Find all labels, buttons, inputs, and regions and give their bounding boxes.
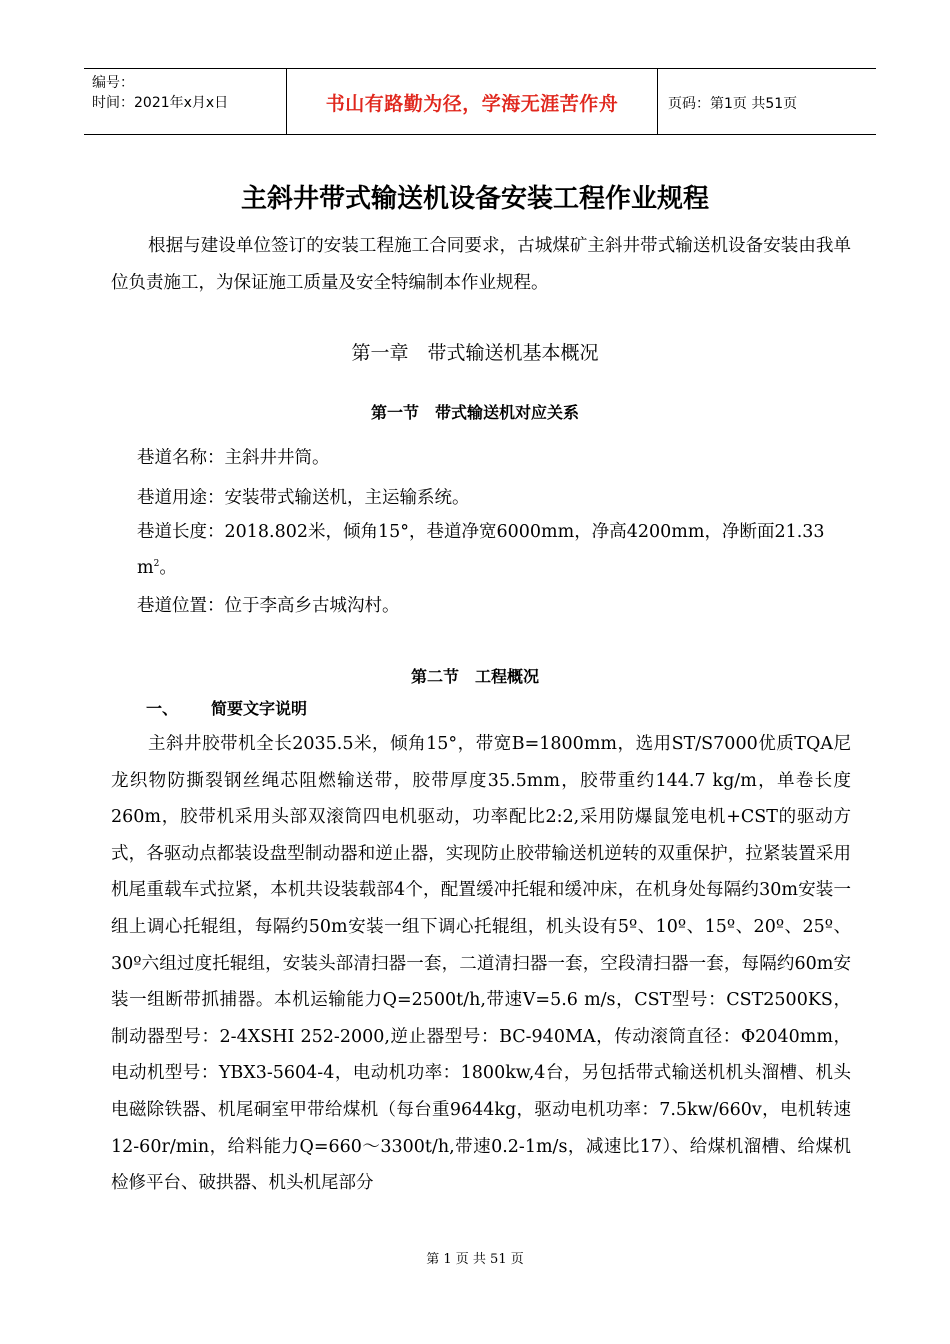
roadway-name: 巷道名称：主斜井井筒。 [137, 448, 330, 468]
section-heading: 第一节 带式输送机对应关系 [370, 403, 579, 422]
roadway-length-unit [137, 554, 177, 579]
page-footer: 第 1 页 共 51 页 [426, 1252, 524, 1267]
roadway-use: 巷道用途：安装带式输送机，主运输系统。 [137, 488, 470, 508]
subsection-title: 简要文字说明 [211, 699, 308, 718]
header-motto: 书山有路勤为径，学海无涯苦作舟 [325, 93, 619, 115]
section-heading: 第二节 工程概况 [410, 667, 539, 686]
subsection-number: 一、 [146, 699, 179, 718]
document-header [84, 68, 876, 135]
description-paragraph: 主斜井胶带机全长2035.5米，倾角15°，带宽B=1800mm，选用ST/S7000优质TQA尼龙织物防撕裂钢丝绳芯阻燃输送带，胶带厚度35.5mm，胶带重约144.7 kg/m，单卷长度260m，胶带机采用头部双滚筒四电机驱动，功率配比2:2,采用防爆鼠笼电机+CST的驱动方式，各驱动点都装设盘型制动器和逆止器，实现防止胶带输送机逆转的双重保护，拉紧装置采用机尾重载车式拉紧，本机共设装载部4个，配置缓冲托辊和缓冲床，在机身处每隔约30m安装一组上调心托辊组，每隔约50m安装一组下调心托辊组，机头设有5º、10º、15º、20º、25º、30º六组过度托辊组，安装头部清扫器一套，二道清扫器一套，空段清扫器一套，每隔约60m安装一组断带抓捕器。本机运输能力Q=2500t/h,带速V=5.6 m/s，CST型号：CST2500KS，制动器型号：2-4XSHI 252-2000,逆止器型号：BC-940MA，传动滚筒直径：Φ2040mm，电动机型号：YBX3-5604-4，电动机功率：1800kw,4台，另包括带式输送机机头溜槽、机头电磁除铁器、机尾硐室甲带给煤机（每台重9644kg，驱动电机功率：7.5kw/660v，电机转速12-60r/min，给料能力Q=660～3300t/h,带速0.2-1m/s，减速比17）、给煤机溜槽、给煤机检修平台、破拱器、机头机尾部分 [111, 734, 851, 1194]
roadway-location: 巷道位置：位于李高乡古城沟村。 [137, 596, 400, 616]
roadway-length: 巷道长度：2018.802米，倾角15°，巷道净宽6000mm，净高4200mm，净断面21.33 [137, 522, 825, 542]
header-meta [92, 73, 228, 113]
chapter-heading: 第一章 带式输送机基本概况 [351, 342, 599, 364]
subsection-heading [146, 696, 307, 719]
code-label: 编号： [92, 75, 134, 91]
header-page-info: 页码：第1页 共51页 [668, 96, 798, 112]
intro-paragraph: 根据与建设单位签订的安装工程施工合同要求，古城煤矿主斜井带式输送机设备安装由我单位负责施工，为保证施工质量及安全特编制本作业规程。 [111, 236, 851, 293]
document-title: 主斜井带式输送机设备安装工程作业规程 [240, 184, 709, 214]
header-divider [657, 69, 658, 134]
area-unit-superscript: 2 [153, 559, 160, 570]
area-unit: m [137, 558, 154, 578]
time-label: 时间：2021年x月x日 [92, 95, 229, 111]
area-unit-end: 。 [159, 558, 177, 578]
